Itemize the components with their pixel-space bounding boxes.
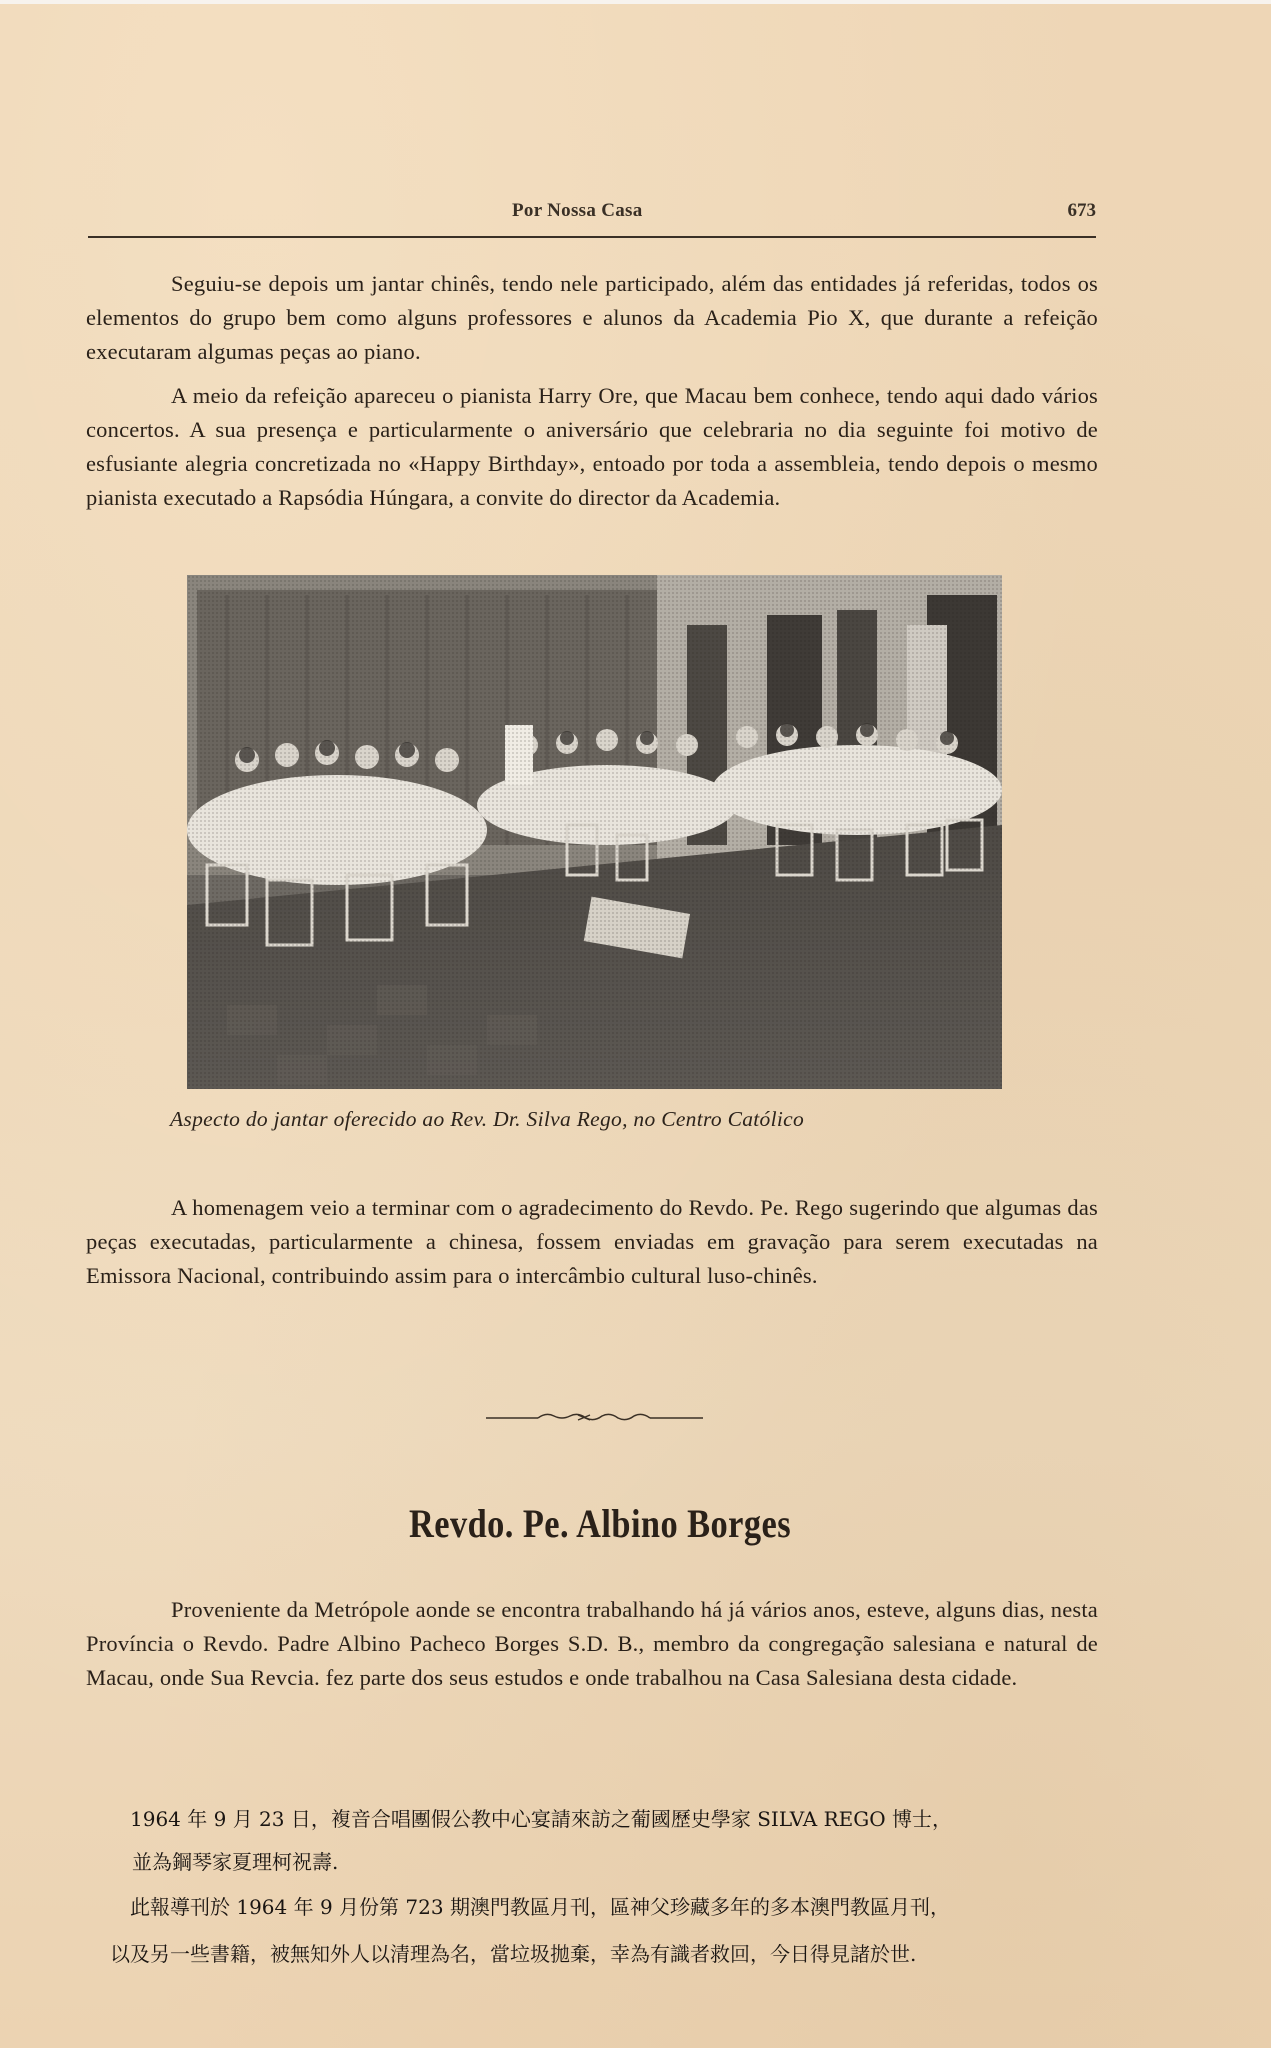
dinner-photo (187, 575, 1002, 1089)
article2-title: Revdo. Pe. Albino Borges (408, 1501, 792, 1546)
chinese-note-line-4: 以及另一些書籍，被無知外人以清理為名，當垃圾拋棄，幸為有識者救回，今日得見諸於世. (110, 1942, 917, 1966)
page-number: 673 (1067, 200, 1096, 221)
chinese-note-line-2: 並為鋼琴家夏理柯祝壽. (132, 1850, 339, 1874)
article2-paragraph-1: Proveniente da Metrópole aonde se encontra trabalhando há já vários anos, esteve, alguns dias, nesta Província o Revdo. Padre Albino Pacheco Borges S.D. B., membro da congregação salesiana e natural de Macau, onde Sua Revcia. fez parte dos seus estudos e onde trabalhou na Casa Salesiana desta cidade. (86, 1597, 1098, 1690)
dinner-photo-illustration (187, 575, 1002, 1089)
chinese-note-line-3: 此報導刊於 1964 年 9 月份第 723 期澳門教區月刊，區神父珍藏多年的多本澳門教區月刊， (130, 1895, 950, 1919)
article1-paragraph-2: A meio da refeição apareceu o pianista Harry Ore, que Macau bem conhece, tendo aqui dado vários concertos. A sua presença e particularmente o aniversário que celebraria no dia seguinte foi motivo de esfusiante alegria concretizada no «Happy Birthday», entoado por toda a assembleia, tendo depois o mesmo pianista executado a Rapsódia Húngara, a convite do director da Academia. (86, 383, 1098, 510)
running-head (88, 200, 1096, 230)
ornamental-divider-icon (478, 1406, 708, 1426)
chinese-note-line-1: 1964 年 9 月 23 日，複音合唱團假公教中心宴請來訪之葡國歷史學家 SILVA REGO 博士， (130, 1807, 953, 1831)
header-rule (88, 236, 1096, 238)
photo-caption: Aspecto do jantar oferecido ao Rev. Dr. Silva Rego, no Centro Católico (170, 1107, 805, 1131)
running-title: Por Nossa Casa (512, 200, 643, 221)
magazine-page (0, 4, 1271, 2048)
article1-paragraph-3: A homenagem veio a terminar com o agradecimento do Revdo. Pe. Rego sugerindo que algumas das peças executadas, particularmente a chinesa, fossem enviadas em gravação para serem executadas na Emissora Nacional, contribuindo assim para o intercâmbio cultural luso-chinês. (86, 1195, 1098, 1288)
article1-paragraph-1: Seguiu-se depois um jantar chinês, tendo nele participado, além das entidades já referidas, todos os elementos do grupo bem como alguns professores e alunos da Academia Pio X, que durante a refeição executaram algumas peças ao piano. (86, 271, 1098, 364)
